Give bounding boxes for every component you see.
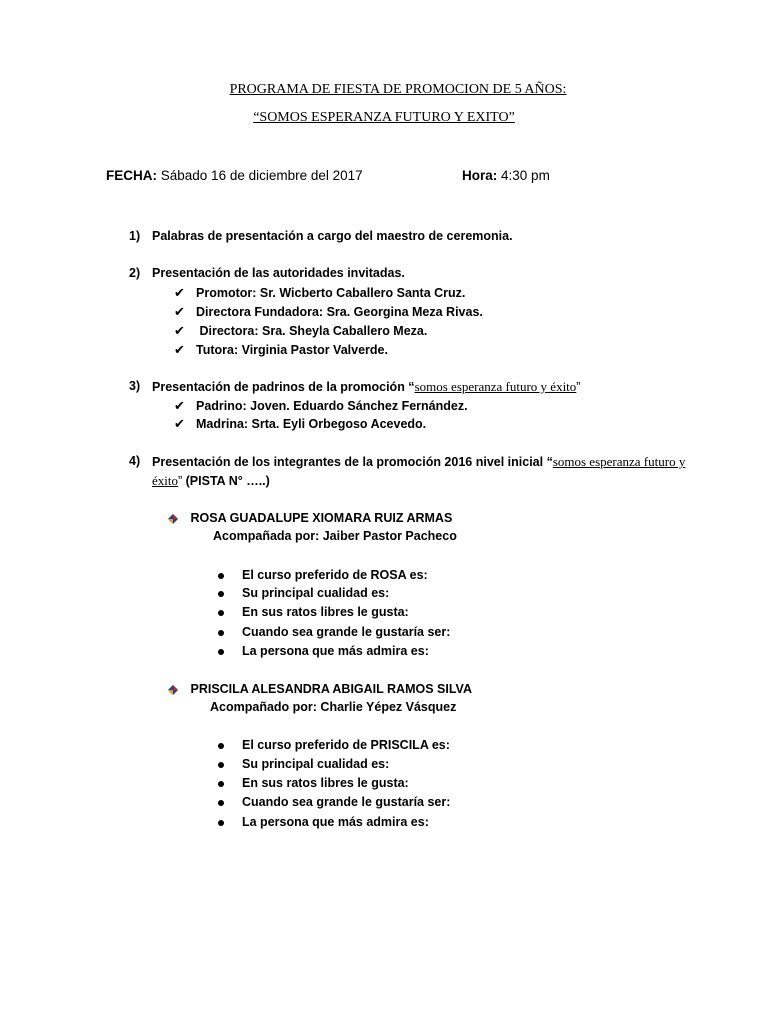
item-number: 1)	[129, 229, 141, 243]
bullet-icon	[218, 591, 224, 597]
check-item: ✔ Directora: Sra. Sheyla Caballero Meza.	[174, 323, 428, 338]
student-name: PRISCILA ALESANDRA ABIGAIL RAMOS SILVA	[168, 682, 472, 696]
item-text: Presentación de padrinos de la promoción “somos esperanza futuro y éxito”	[152, 379, 581, 394]
item-number: 2)	[129, 266, 141, 280]
item-text: Presentación de las autoridades invitadas.	[152, 266, 405, 280]
hora-value: 4:30 pm	[501, 168, 550, 183]
question-item: Cuando sea grande le gustaría ser:	[218, 625, 450, 639]
checkmark-icon: ✔	[174, 304, 185, 319]
bullet-icon	[218, 743, 224, 749]
fecha-value: Sábado 16 de diciembre del 2017	[160, 168, 363, 183]
check-item: ✔ Padrino: Joven. Eduardo Sánchez Fernández.	[174, 398, 468, 413]
bullet-icon	[218, 762, 224, 768]
checkmark-icon: ✔	[174, 285, 185, 300]
check-item: ✔ Directora Fundadora: Sra. Georgina Meza Rivas.	[174, 304, 483, 319]
checkmark-icon: ✔	[174, 416, 185, 431]
item-text: Palabras de presentación a cargo del maestro de ceremonia.	[152, 229, 513, 243]
promo-name-link: somos esperanza futuro y éxito	[414, 379, 577, 394]
question-item: El curso preferido de ROSA es:	[218, 568, 428, 582]
checkmark-icon: ✔	[174, 398, 185, 413]
student-name: ROSA GUADALUPE XIOMARA RUIZ ARMAS	[168, 511, 452, 525]
question-item: Su principal cualidad es:	[218, 586, 389, 600]
bullet-icon	[218, 800, 224, 806]
item-text-continued: éxito” (PISTA N° …..)	[152, 473, 270, 488]
item-text: Presentación de los integrantes de la promoción 2016 nivel inicial “somos esperanza futuro y	[152, 454, 686, 469]
student-escort: Acompañado por: Charlie Yépez Vásquez	[210, 700, 457, 714]
bullet-icon	[218, 573, 224, 579]
item-number: 4)	[129, 454, 141, 468]
checkmark-icon: ✔	[174, 342, 185, 357]
bullet-icon	[218, 649, 224, 655]
question-item: Su principal cualidad es:	[218, 757, 389, 771]
bullet-icon	[218, 781, 224, 787]
promo-name-link: somos esperanza futuro y	[552, 454, 686, 469]
fecha-label: FECHA:	[106, 168, 157, 183]
arrow-marker-icon	[168, 514, 178, 524]
check-item: ✔ Tutora: Virginia Pastor Valverde.	[174, 342, 388, 357]
check-item: ✔ Promotor: Sr. Wicberto Caballero Santa Cruz.	[174, 285, 466, 300]
question-item: La persona que más admira es:	[218, 815, 429, 829]
hora-line	[462, 168, 550, 183]
student-escort: Acompañada por: Jaiber Pastor Pacheco	[213, 529, 457, 543]
date-line	[106, 168, 363, 183]
bullet-icon	[218, 610, 224, 616]
question-item: En sus ratos libres le gusta:	[218, 776, 409, 790]
checkmark-icon: ✔	[174, 323, 185, 338]
hora-label: Hora:	[462, 168, 498, 183]
question-item: La persona que más admira es:	[218, 644, 429, 658]
check-item: ✔ Madrina: Srta. Eyli Orbegoso Acevedo.	[174, 416, 427, 431]
question-item: En sus ratos libres le gusta:	[218, 605, 409, 619]
bullet-icon	[218, 820, 224, 826]
page-title: PROGRAMA DE FIESTA DE PROMOCION DE 5 AÑOS:	[229, 82, 567, 97]
question-item: El curso preferido de PRISCILA es:	[218, 738, 450, 752]
question-item: Cuando sea grande le gustaría ser:	[218, 795, 450, 809]
page-subtitle: “SOMOS ESPERANZA FUTURO Y EXITO”	[253, 110, 515, 125]
bullet-icon	[218, 630, 224, 636]
arrow-marker-icon	[168, 685, 178, 695]
item-number: 3)	[129, 379, 141, 393]
